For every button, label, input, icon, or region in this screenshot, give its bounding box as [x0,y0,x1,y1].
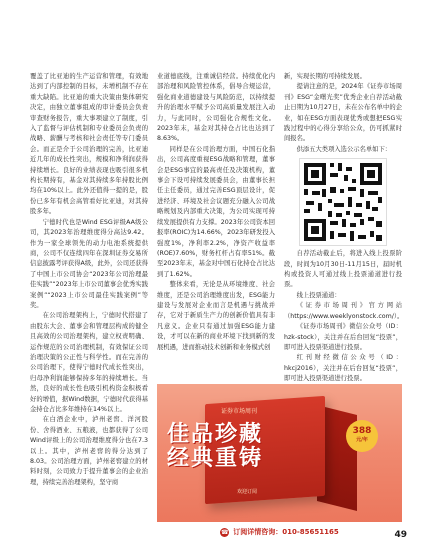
ad-title [167,422,263,470]
paragraph: 业道德底线，注重诚信经营。持续优化内部治理和风险管控体系，倡导合规运营，强化商业道德建设与风险防范，以持续提升的治理水平赋予公司高质量发展注入动力，与此同时，公司强化合规性文化。2023年末，基金对其持仓占比也达到了8.63%。 [157,73,275,143]
paragraph: 同样是在公司治理方面，中国石化指出，公司高度重视ESG战略和管理，董事会是ESG事宜的最高责任及决策机构，董事会下设可持续发展委员会，由董事长担任主任委员，通过完善ESG顶层设计，促进经济、环境及社会议题充分融入公司战略规划及内部重大决策，为公司实现可持续发展提供有力支撑。2023年公司资本回报率(ROIC)为14.66%，2023年研发投入强度1%，净利率2.2%，净资产收益率(ROE)7.60%，财务杠杆占有率51%。截至2023年末，基金对中国石化持仓占比达到了1.62%。 [157,145,275,278]
subscription-advertisement[interactable] [157,384,402,542]
article-column-1 [30,72,148,488]
subscribe-bar[interactable] [157,522,402,542]
paragraph: 《证券市场周刊》官方网站（https://www.weeklyonstock.com/）。 [284,302,404,320]
paragraph: 新，实现长期的可持续发展。 [284,73,366,80]
article-column-2 [157,72,275,353]
paragraph: 自荐活动截止后，将进入线上投票阶段，时间为10月30日-11月15日，届时机构或投资人可通过线上投票通道进行投票。 [284,250,402,289]
price-unit: 元/年 [356,437,368,443]
qr-code-block [284,158,402,246]
magazine-label: 证券市场周刊 [221,408,258,415]
paragraph: 覆盖了比亚迪的生产运营和管理，有效地达到了内部控制的目标，未增机制不存在重大缺陷。比亚迪的重大决策由集体研究决定，由独立董事组成的审计委员会负责审查财务报告，重大事项建立了制度，引入了监督与评估机制和专业委员会负责的战略、薪酬与考核和社会责任等专门委员会。而正是介于公司治理的完善，比亚迪近几年的成长性突出，规模和净利润获得持续增长。良好的业绩表现也吸引很多机构长期持有，基金对其持续多年持股比例均在10%以上。此外还值得一提的是，股份已多年有机会高管看好比亚迪，对其持股多年。 [30,73,148,216]
paragraph: 提请注意的是，2024年《证券市场周刊》ESG“金曙光奖”优秀企业自荐活动截止日期为10月27日，未在公布名单中的企业，如在ESG方面表现优秀或想把ESG实践过程中的心得分享给公众，仍可抓紧时间报名。 [284,83,402,143]
paragraph: 线上投票通道： [296,291,341,299]
paragraph: 在公司治理架构上，宁德时代搭建了由股东大会、董事会和管理层构成的健全且高效的公司治理架构，建立权责明确、运作规范的公司治理机制，有效保证公司治理决策的公正性与科学性。而在完善的公司治理下，使得宁德时代成长性突出，归母净利润能够保持多年的持续增长。当然，良好的成长性也吸引机构资金积极看好的增值，据Wind数据，宁德时代获得基金持仓占比多年维持在14%以上。 [30,312,148,413]
page-number: 49 [394,530,407,540]
ad-title-line-2: 经典重铸 [167,445,264,471]
paragraph: 《证券市场周刊》微信公众号（ID：hzk-stock），关注并在后台回复“投票”，即可进入投票渠道进行投票。 [284,323,402,351]
paragraph: 整体来看，无论是从环境维度、社会维度，还是公司治理维度出发，ESG能力建设与发展对企业而言是机遇与挑战并存，它对于新质生产力的创新价值具有非凡意义。企业只有通过加强ESG能力建设，才可以在新的商业环境下找到新的发展机遇，进而推动技术创新和业务模式创 [157,281,275,351]
price-badge [346,420,378,452]
paragraph: 在白酒企业中，泸州老窖、洋河股份、舍得酒业、五粮液，也都获得了公司Wind评级上的公司治理维度得分也在7.3以上。其中，泸州老窖的得分达到了8.03。公司治理方面，泸州老窖建立的材料时刻，公司致力于提升董事会的企业治理，持续完善治理架构，坚守商 [30,416,148,486]
ad-title-line-1: 佳品珍藏 [167,421,264,447]
phone-icon: ☎ [221,528,229,536]
paragraph: 供添五大类项入选公示名单如下： [296,145,392,153]
paragraph: 红刊财经微信公众号（ID：hkcj2016），关注并在后台回复“投票”，即可进入投票渠道进行投票。 [284,354,402,383]
qr-code[interactable] [299,158,387,246]
price-value: 388 [352,426,372,436]
article-column-3 [284,72,402,385]
ribbon-text: 欢迎订阅 [237,489,258,495]
paragraph: 宁德时代也是Wind ESG评级AA级公司，其2023年治理维度得分高达9.42。作为一家全球领先的动力电池系统提供商，公司不仅连续四年在深圳证券交易所信息披露考评获得A级，此外，公司还获得了中国上市公司协会“2023年公司治理最佳实践”“2023年上市公司董事会优秀实践案例”“2023上市公司最佳实践案例”等奖。 [30,218,148,309]
qr-code-icon [300,159,386,245]
subscribe-text: 订阅详情咨询：010-85651165 [233,528,339,536]
